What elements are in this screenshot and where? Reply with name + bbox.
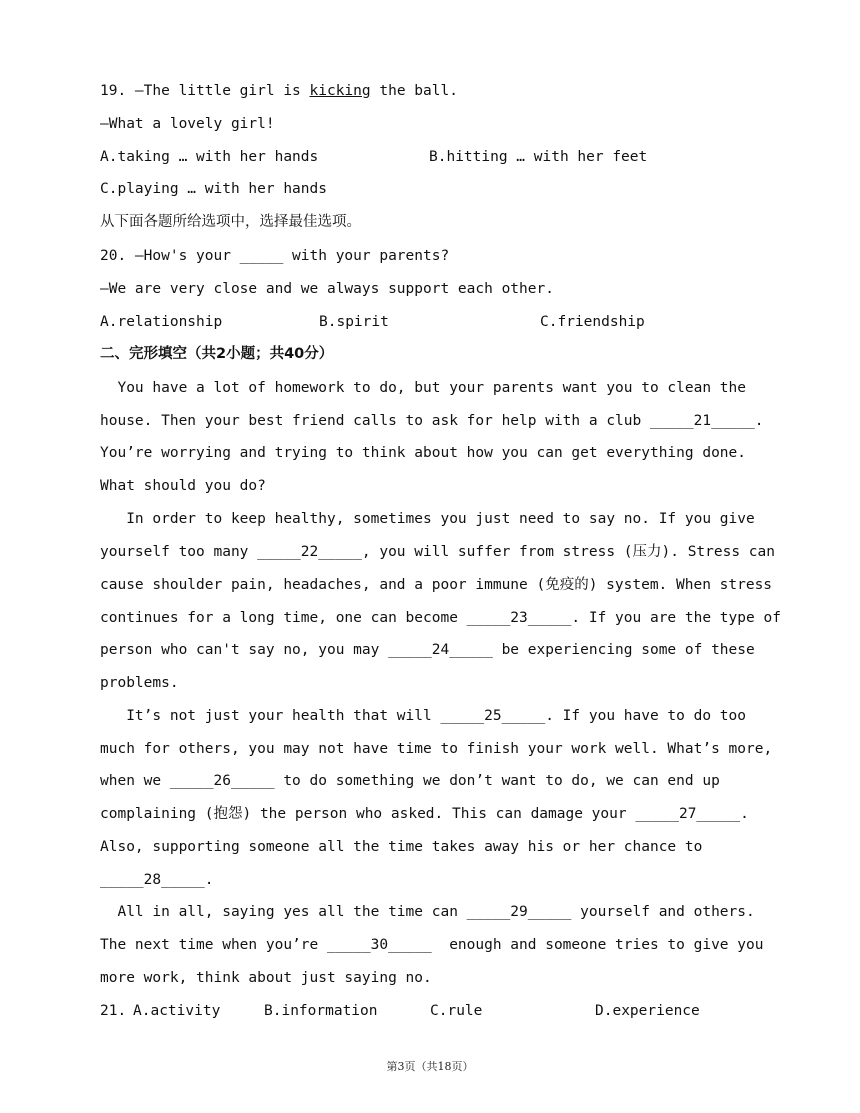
passage-line: complaining (抱怨) the person who asked. This can damage your _____27_____. bbox=[100, 806, 749, 822]
passage-line: You have a lot of homework to do, but your parents want you to clean the bbox=[100, 380, 747, 396]
q20-option-a: A.relationship bbox=[100, 314, 223, 330]
passage-line: continues for a long time, one can become _____23_____. If you are the type of bbox=[100, 610, 781, 626]
q20-stem: 20. —How's your _____ with your parents? bbox=[100, 248, 450, 264]
passage-line: much for others, you may not have time to finish your work well. What’s more, bbox=[100, 741, 773, 757]
q19-option-c: C.playing … with her hands bbox=[100, 181, 327, 197]
q20-option-b: B.spirit bbox=[319, 314, 389, 330]
passage-line: It’s not just your health that will _____25_____. If you have to do too bbox=[100, 708, 747, 724]
q19-underlined-word: kicking bbox=[309, 83, 371, 99]
q19-stem bbox=[100, 81, 458, 101]
passage-line: In order to keep healthy, sometimes you just need to say no. If you give bbox=[100, 511, 755, 527]
q19-option-a: A.taking … with her hands bbox=[100, 149, 319, 165]
q19-option-b: B.hitting … with her feet bbox=[429, 149, 648, 165]
passage-line: Also, supporting someone all the time takes away his or her chance to bbox=[100, 839, 703, 855]
section-heading: 二、完形填空（共2小题；共40分） bbox=[100, 346, 334, 362]
passage-line: problems. bbox=[100, 675, 179, 691]
q19-stem-text: 19. —The little girl is bbox=[100, 83, 310, 99]
q21-option-a: A.activity bbox=[133, 1003, 221, 1019]
passage-line: You’re worrying and trying to think about how you can get everything done. bbox=[100, 445, 747, 461]
passage-line: house. Then your best friend calls to ask for help with a club _____21_____. bbox=[100, 413, 764, 429]
passage-line: when we _____26_____ to do something we don’t want to do, we can end up bbox=[100, 773, 720, 789]
q19-reply: —What a lovely girl! bbox=[100, 116, 275, 132]
passage-line: yourself too many _____22_____, you will suffer from stress (压力). Stress can bbox=[100, 544, 776, 560]
passage-line: _____28_____. bbox=[100, 872, 214, 888]
q21-option-d: D.experience bbox=[595, 1003, 700, 1019]
page-footer: 第3页（共18页） bbox=[386, 1060, 474, 1073]
q20-reply: —We are very close and we always support each other. bbox=[100, 281, 554, 297]
q21-option-b: B.information bbox=[264, 1003, 378, 1019]
passage-line: The next time when you’re _____30_____ enough and someone tries to give you bbox=[100, 937, 764, 953]
passage-line: What should you do? bbox=[100, 478, 266, 494]
q21-number: 21. bbox=[100, 1003, 127, 1019]
passage-line: cause shoulder pain, headaches, and a poor immune (免疫的) system. When stress bbox=[100, 577, 773, 593]
q20-option-c: C.friendship bbox=[540, 314, 645, 330]
passage-line: All in all, saying yes all the time can _____29_____ yourself and others. bbox=[100, 904, 755, 920]
passage-line: more work, think about just saying no. bbox=[100, 970, 432, 986]
instruction-text: 从下面各题所给选项中，选择最佳选项。 bbox=[100, 214, 361, 230]
passage-line: person who can't say no, you may _____24_____ be experiencing some of these bbox=[100, 642, 755, 658]
q19-stem-end: the ball. bbox=[370, 83, 458, 99]
q21-option-c: C.rule bbox=[430, 1003, 483, 1019]
